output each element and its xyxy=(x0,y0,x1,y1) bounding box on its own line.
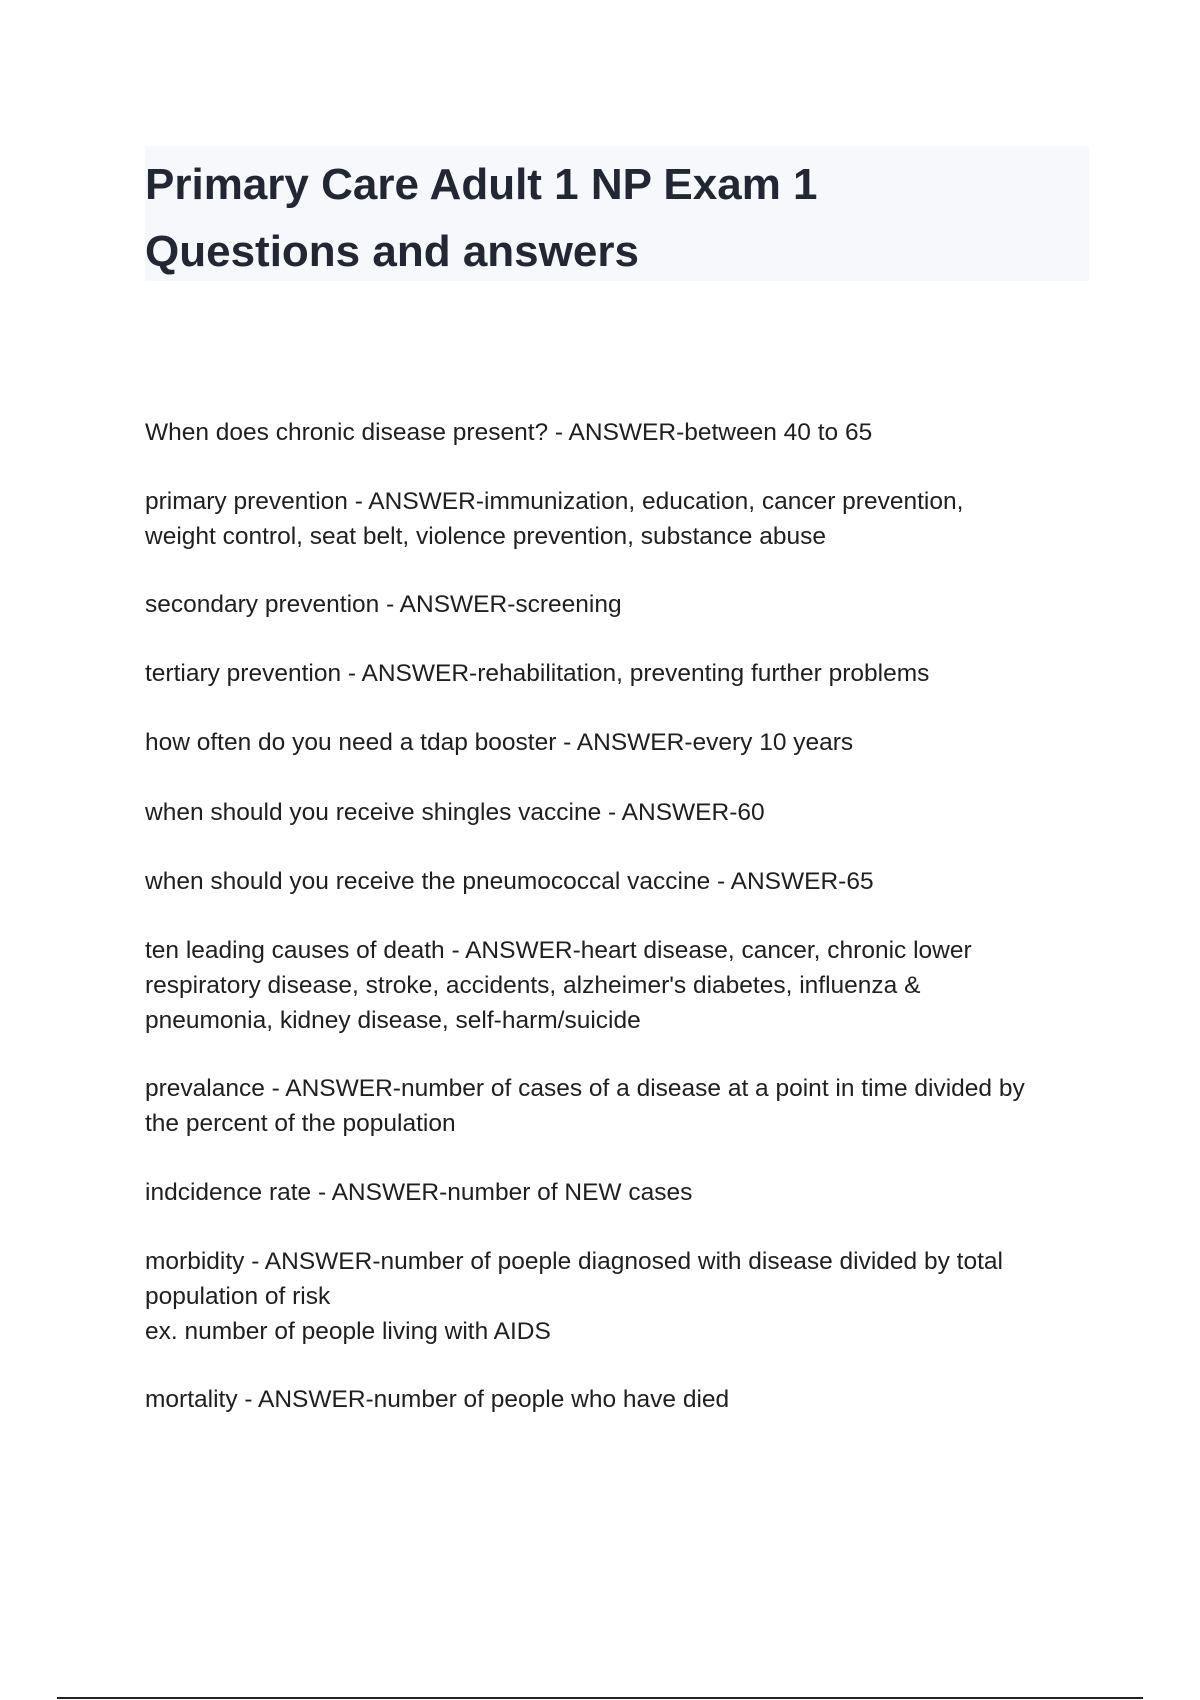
qa-item-prevalance xyxy=(145,1071,1095,1141)
qa-item-secondary-prevention xyxy=(145,587,1095,622)
qa-line: ex. number of people living with AIDS xyxy=(145,1318,551,1345)
qa-item-chronic-disease xyxy=(145,415,1095,450)
qa-line: tertiary prevention - ANSWER-rehabilitation, preventing further problems xyxy=(145,660,930,687)
qa-line: the percent of the population xyxy=(145,1110,456,1137)
qa-line: how often do you need a tdap booster - ANSWER-every 10 years xyxy=(145,729,854,756)
qa-line: prevalance - ANSWER-number of cases of a disease at a point in time divided by xyxy=(145,1075,1025,1102)
qa-item-mortality xyxy=(145,1382,1095,1417)
qa-line: morbidity - ANSWER-number of poeple diagnosed with disease divided by total xyxy=(145,1248,1003,1275)
qa-item-primary-prevention xyxy=(145,484,1095,554)
qa-item-tdap-booster xyxy=(145,725,1095,760)
qa-line: respiratory disease, stroke, accidents, alzheimer's diabetes, influenza & xyxy=(145,972,921,999)
qa-item-shingles-vaccine xyxy=(145,795,1095,830)
qa-line: population of risk xyxy=(145,1283,331,1310)
document-title-line-1: Primary Care Adult 1 NP Exam 1 xyxy=(145,160,818,209)
qa-item-leading-causes-of-death xyxy=(145,933,1095,1038)
qa-line: primary prevention - ANSWER-immunization, education, cancer prevention, xyxy=(145,488,964,515)
qa-line: weight control, seat belt, violence prevention, substance abuse xyxy=(145,523,826,550)
document-title-block xyxy=(145,146,1089,281)
qa-line: when should you receive the pneumococcal vaccine - ANSWER-65 xyxy=(145,868,874,895)
qa-line: ten leading causes of death - ANSWER-heart disease, cancer, chronic lower xyxy=(145,937,972,964)
qa-item-morbidity xyxy=(145,1244,1095,1349)
qa-line: indcidence rate - ANSWER-number of NEW cases xyxy=(145,1179,693,1206)
qa-line: mortality - ANSWER-number of people who have died xyxy=(145,1386,730,1413)
qa-item-pneumococcal-vaccine xyxy=(145,864,1095,899)
footer-divider xyxy=(57,1697,1143,1699)
qa-item-incidence-rate xyxy=(145,1175,1095,1210)
qa-line: When does chronic disease present? - ANSWER-between 40 to 65 xyxy=(145,419,873,446)
qa-line: pneumonia, kidney disease, self-harm/suicide xyxy=(145,1007,641,1034)
qa-item-tertiary-prevention xyxy=(145,656,1095,691)
document-title-line-2: Questions and answers xyxy=(145,227,639,276)
qa-line: when should you receive shingles vaccine - ANSWER-60 xyxy=(145,799,765,826)
qa-line: secondary prevention - ANSWER-screening xyxy=(145,591,622,618)
